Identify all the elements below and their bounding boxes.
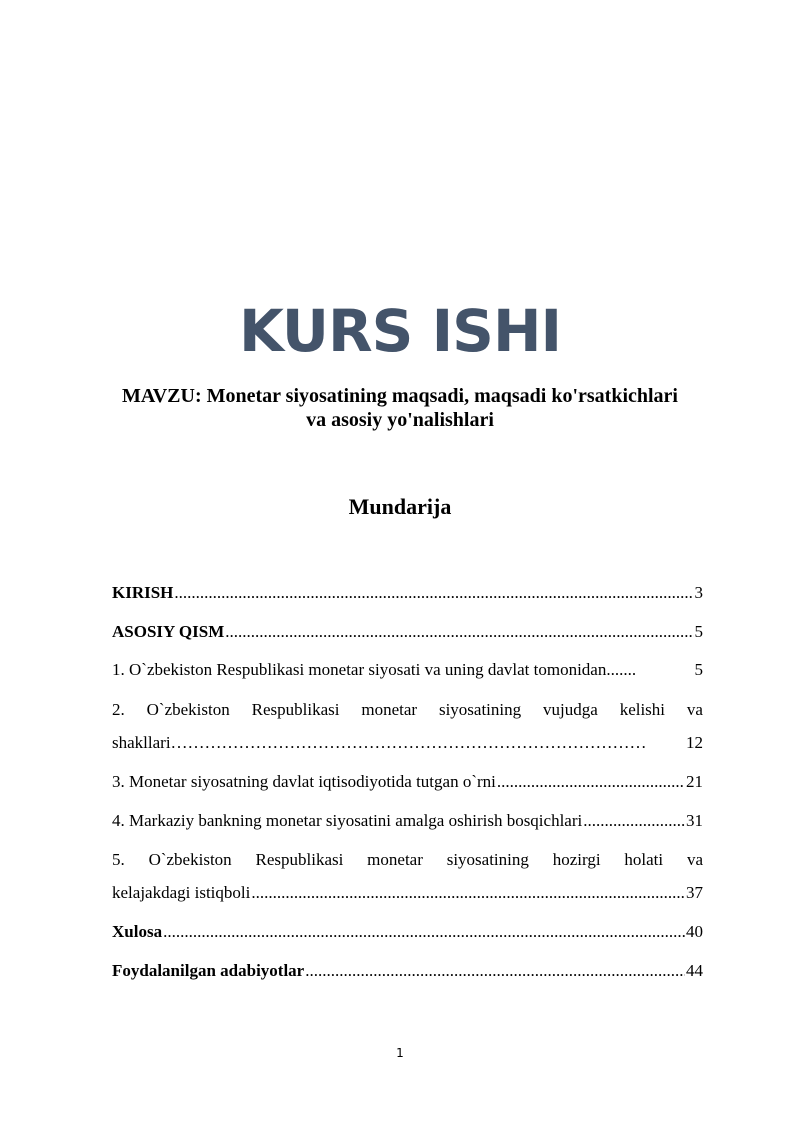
toc-leader <box>497 771 685 793</box>
toc-entry-adabiyotlar <box>112 960 703 982</box>
toc-page-number: 3 <box>694 583 703 602</box>
toc-leader <box>163 921 685 943</box>
toc-entry-2-line-2 <box>112 732 703 754</box>
toc-page-number: 12 <box>686 733 703 752</box>
toc-entry-label: ASOSIY QISM <box>112 622 225 641</box>
toc-entry-label: 4. Markaziy bankning monetar siyosatini amalga oshirish bosqichlari <box>112 811 583 830</box>
toc-entry-2-line-1 <box>112 699 703 721</box>
toc-page-number: 5 <box>694 660 703 679</box>
toc-entry-label: 1. O`zbekiston Respublikasi monetar siyosati va uning davlat tomonidan <box>112 660 607 679</box>
toc-leader <box>583 810 685 832</box>
toc-leader: ....... <box>606 660 637 679</box>
toc-entry-label: 2. O`zbekiston Respublikasi monetar siyosatining vujudga kelishi va <box>112 700 703 719</box>
toc-entry-xulosa <box>112 921 703 943</box>
toc-entry-label: shakllari <box>112 733 171 752</box>
toc-leader <box>305 960 685 982</box>
toc-entry-kirish <box>112 582 703 604</box>
toc-page-number: 31 <box>686 811 703 830</box>
toc-entry-3 <box>112 771 703 793</box>
subtitle-line-1: MAVZU: Monetar siyosatining maqsadi, maqsadi ko'rsatkichlari <box>122 385 678 407</box>
toc-leader <box>251 882 685 904</box>
toc-entry-asosiy-qism <box>112 621 703 643</box>
toc-page-number: 37 <box>686 883 703 902</box>
main-title: KURS ISHI <box>238 297 562 365</box>
subtitle-line-2: va asosiy yo'nalishlari <box>306 409 494 431</box>
page-number: 1 <box>396 1046 404 1060</box>
toc-leader: ………………………………………………………………………… <box>170 733 647 752</box>
toc-entry-5-line-2 <box>112 882 703 904</box>
toc-page-number: 40 <box>686 922 703 941</box>
toc-entry-label: 3. Monetar siyosatning davlat iqtisodiyotida tutgan o`rni <box>112 772 496 791</box>
toc-page-number: 5 <box>694 622 703 641</box>
toc-leader <box>174 582 693 604</box>
toc-page-number: 21 <box>686 772 703 791</box>
toc-entry-label: 5. O`zbekiston Respublikasi monetar siyosatining hozirgi holati va <box>112 850 703 869</box>
toc-entry-label: Foydalanilgan adabiyotlar <box>112 961 305 980</box>
toc-entry-4 <box>112 810 703 832</box>
toc-entry-label: kelajakdagi istiqboli <box>112 883 251 902</box>
toc-entry-label: KIRISH <box>112 583 174 602</box>
toc-entry-label: Xulosa <box>112 922 163 941</box>
toc-entry-1 <box>112 659 703 681</box>
toc-page-number: 44 <box>686 961 703 980</box>
toc-entry-5-line-1 <box>112 849 703 871</box>
toc-heading: Mundarija <box>348 494 452 519</box>
subtitle <box>90 384 710 432</box>
toc-leader <box>225 621 693 643</box>
